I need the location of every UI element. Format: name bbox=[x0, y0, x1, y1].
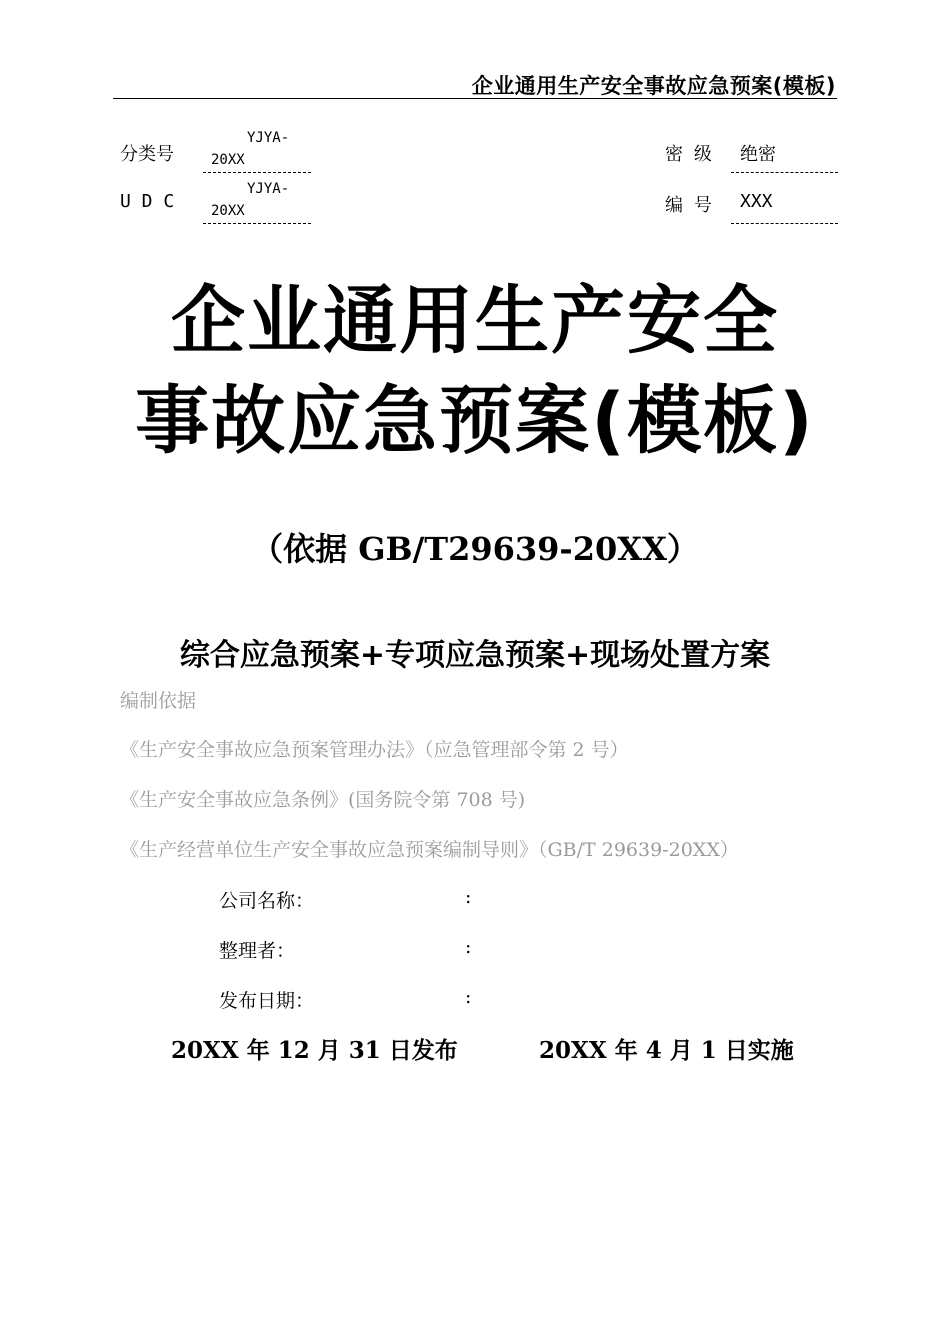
publish-date-label: 发布日期： bbox=[219, 990, 315, 1012]
secret-level-value: 绝密 bbox=[740, 144, 776, 165]
compiler-colon: : bbox=[465, 936, 472, 958]
classification-label: 分类号 bbox=[120, 144, 174, 165]
scope-subtitle: 综合应急预案+专项应急预案+现场处置方案 bbox=[179, 638, 771, 673]
classification-underline bbox=[203, 172, 311, 173]
number-value: XXX bbox=[740, 191, 773, 212]
secret-level-label: 密 级 bbox=[665, 144, 712, 165]
udc-underline bbox=[203, 223, 311, 224]
main-title-line2: 事故应急预案(模板) bbox=[135, 378, 815, 464]
compilation-basis-item: 《生产安全事故应急预案管理办法》（应急管理部令第 2 号） bbox=[120, 739, 629, 761]
publish-date-colon: : bbox=[465, 986, 472, 1008]
basis-subtitle: （依据 GB/T29639-20XX） bbox=[251, 530, 699, 568]
number-label: 编 号 bbox=[665, 195, 712, 216]
classification-value bbox=[203, 126, 289, 172]
udc-value-line2: 20XX bbox=[211, 203, 245, 219]
classification-value-line2: 20XX bbox=[211, 152, 245, 168]
secret-level-underline bbox=[731, 172, 838, 173]
header-divider bbox=[113, 98, 837, 99]
compilation-basis-item: 《生产经营单位生产安全事故应急预案编制导则》（GB/T 29639-20XX） bbox=[120, 839, 739, 861]
classification-value-line1: YJYA- bbox=[247, 130, 290, 146]
number-underline bbox=[731, 223, 838, 224]
header-title: 企业通用生产安全事故应急预案(模板) bbox=[471, 74, 836, 98]
publish-date: 20XX 年 12 月 31 日发布 bbox=[171, 1037, 458, 1064]
udc-value bbox=[203, 177, 289, 223]
compilation-basis-item: 《生产安全事故应急条例》(国务院令第 708 号) bbox=[120, 789, 526, 811]
company-name-label: 公司名称： bbox=[219, 890, 315, 912]
udc-value-line1: YJYA- bbox=[247, 181, 290, 197]
udc-label: U D C bbox=[120, 191, 175, 212]
main-title-line1: 企业通用生产安全 bbox=[171, 278, 779, 364]
compilation-basis-heading: 编制依据 bbox=[120, 690, 197, 712]
company-name-colon: : bbox=[465, 886, 472, 908]
implement-date: 20XX 年 4 月 1 日实施 bbox=[539, 1037, 794, 1064]
compiler-label: 整理者： bbox=[219, 940, 296, 962]
